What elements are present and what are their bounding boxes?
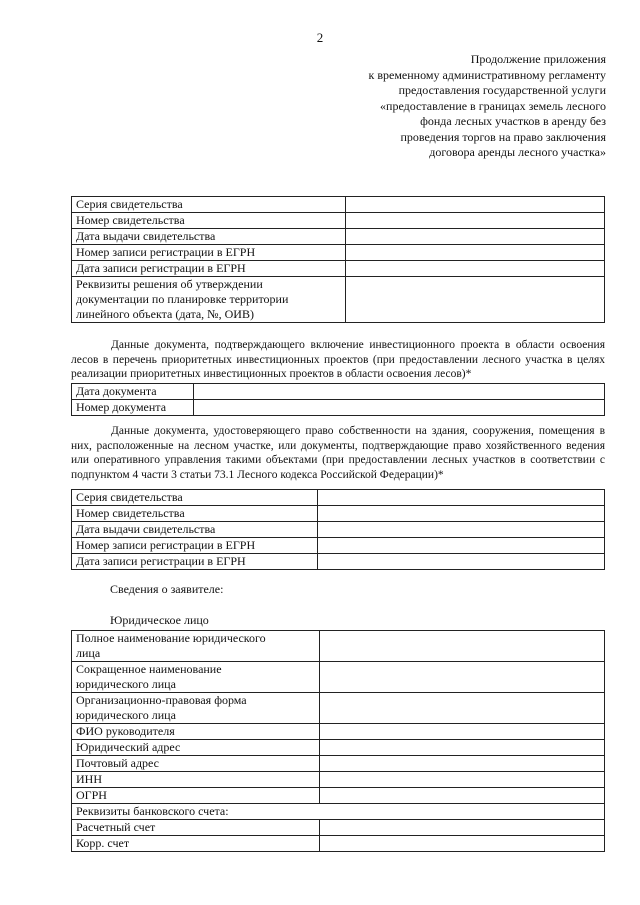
field-label: ОГРН [72, 788, 320, 804]
field-label [72, 662, 320, 693]
field-value-cell[interactable] [319, 662, 604, 693]
legal-entity-label: Юридическое лицо [110, 613, 209, 627]
paragraph-lead: Данные документа, удостоверяющего право собственности на здания, сооружения, помещения в [111, 425, 605, 437]
page-number: 2 [316, 30, 324, 45]
label-line: лица [76, 646, 101, 660]
field-label: Дата выдачи свидетельства [72, 522, 318, 538]
label-line: Реквизиты решения об утверждении [76, 277, 263, 291]
header-line: проведения торгов на право заключения [400, 129, 606, 144]
field-value-cell[interactable] [345, 245, 604, 261]
field-value-cell[interactable] [319, 631, 604, 662]
ownership-doc-paragraph [71, 424, 605, 482]
field-value-cell[interactable] [345, 261, 604, 277]
field-value-cell[interactable] [345, 277, 604, 323]
header-line: «предоставление в границах земель лесного [380, 98, 606, 113]
field-value-cell[interactable] [319, 820, 604, 836]
field-label: Юридический адрес [72, 740, 320, 756]
legal-entity-table [71, 630, 605, 852]
field-label: Дата выдачи свидетельства [72, 229, 346, 245]
label-line: документации по планировке территории [76, 292, 289, 306]
label-line: Организационно-правовая форма [76, 693, 247, 707]
applicant-info-label: Сведения о заявителе: [110, 582, 224, 596]
field-label: Корр. счет [72, 836, 320, 852]
certificate-table [71, 196, 605, 323]
label-line: Полное наименование юридического [76, 631, 266, 645]
bank-details-header: Реквизиты банковского счета: [72, 804, 605, 820]
header-line: Продолжение приложения [470, 52, 606, 66]
field-label [72, 277, 346, 323]
field-label: Номер записи регистрации в ЕГРН [72, 538, 318, 554]
field-value-cell[interactable] [193, 384, 604, 400]
label-line: Сокращенное наименование [76, 662, 222, 676]
field-value-cell[interactable] [317, 490, 604, 506]
field-value-cell[interactable] [317, 538, 604, 554]
field-value-cell[interactable] [345, 197, 604, 213]
field-label: Дата записи регистрации в ЕГРН [72, 554, 318, 570]
header-line: договора аренды лесного участка» [429, 145, 606, 159]
appendix-header [330, 52, 606, 161]
field-label: Дата документа [72, 384, 194, 400]
field-value-cell[interactable] [345, 213, 604, 229]
header-line: фонда лесных участков в аренду без [420, 114, 606, 128]
field-value-cell[interactable] [345, 229, 604, 245]
paragraph-text: лесов в перечень приоритетных инвестиционных проектов (при предоставлении лесного участка в целях реализации приоритетных инвестиционных проектов в области освоения лесов)* [71, 353, 605, 380]
field-label: Номер записи регистрации в ЕГРН [72, 245, 346, 261]
ownership-table [71, 489, 605, 570]
field-value-cell[interactable] [317, 522, 604, 538]
field-label: ФИО руководителя [72, 724, 320, 740]
field-value-cell[interactable] [319, 693, 604, 724]
field-label: Номер документа [72, 400, 194, 416]
field-value-cell[interactable] [317, 506, 604, 522]
header-line: предоставления государственной услуги [398, 83, 606, 97]
field-label: Расчетный счет [72, 820, 320, 836]
field-value-cell[interactable] [317, 554, 604, 570]
document-table [71, 383, 605, 416]
label-line: юридического лица [76, 708, 176, 722]
label-line: юридического лица [76, 677, 176, 691]
label-line: линейного объекта (дата, №, ОИВ) [76, 307, 254, 321]
field-label: Почтовый адрес [72, 756, 320, 772]
field-value-cell[interactable] [319, 724, 604, 740]
field-value-cell[interactable] [319, 788, 604, 804]
field-label: Серия свидетельства [72, 490, 318, 506]
field-label [72, 693, 320, 724]
field-value-cell[interactable] [319, 756, 604, 772]
investment-doc-paragraph [71, 338, 605, 382]
paragraph-text: них, расположенные на лесном участке, или документы, подтверждающие право хозяйственного ведения или оперативного управления такими объектами (при предоставлении лесных участков в соответствии с подпунктом 4 части 3 статьи 73.1 Лесного кодекса Российской Федерации)* [71, 439, 605, 481]
field-label: Номер свидетельства [72, 506, 318, 522]
field-label: Серия свидетельства [72, 197, 346, 213]
field-value-cell[interactable] [319, 836, 604, 852]
paragraph-lead: Данные документа, подтверждающего включение инвестиционного проекта в области освоения [111, 339, 605, 351]
field-value-cell[interactable] [319, 740, 604, 756]
field-label: ИНН [72, 772, 320, 788]
field-label: Дата записи регистрации в ЕГРН [72, 261, 346, 277]
header-line: к временному административному регламенту [368, 67, 606, 82]
field-label: Номер свидетельства [72, 213, 346, 229]
field-value-cell[interactable] [193, 400, 604, 416]
field-label [72, 631, 320, 662]
field-value-cell[interactable] [319, 772, 604, 788]
